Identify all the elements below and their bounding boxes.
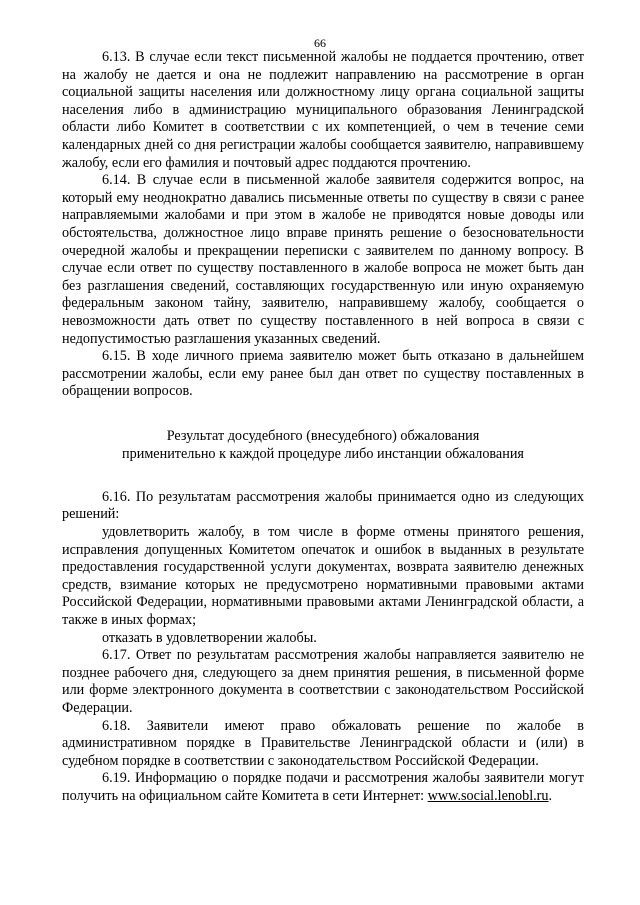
section-heading	[62, 427, 584, 463]
paragraph-6-17: 6.17. Ответ по результатам рассмотрения жалобы направляется заявителю не позднее рабочего дня, следующего за днем принятия решения, в письменной форме или форме электронного документа в соответствии с законодательством Российской Федерации.	[62, 647, 584, 716]
website-link[interactable]: www.social.lenobl.ru	[427, 787, 549, 804]
paragraph-6-16-option-satisfy: удовлетворить жалобу, в том числе в форме отмены принятого решения, исправления допущенных Комитетом опечаток и ошибок в выданных в результате предоставления государственной услуги документах, возврата заявителю денежных средств, взимание которых не предусмотрено нормативными правовыми актами Российской Федерации, нормативными правовыми актами Ленинградской области, а также в иных формах;	[62, 524, 584, 629]
paragraph-6-18: 6.18. Заявители имеют право обжаловать решение по жалобе в административном порядке в Правительстве Ленинградской области и (или) в судебном порядке в соответствии с законодательством Российской Федерации.	[62, 717, 584, 769]
paragraph-6-14: 6.14. В случае если в письменной жалобе заявителя содержится вопрос, на который ему неоднократно давались письменные ответы по существу в связи с ранее направляемыми жалобами и при этом в жалобе не приводятся новые доводы или обстоятельства, должностное лицо вправе принять решение о безосновательности очередной жалобы и прекращении переписки с заявителем по данному вопросу. В случае если ответ по существу поставленного в жалобе вопроса не может быть дан без разглашения сведений, составляющих государственную или иную охраняемую федеральным законом тайну, заявителю, направившему жалобу, сообщается о невозможности дать ответ по существу поставленного в ней вопроса в связи с недопустимостью разглашения указанных сведений.	[62, 172, 584, 347]
paragraph-6-13: 6.13. В случае если текст письменной жалобы не поддается прочтению, ответ на жалобу не дается и она не подлежит направлению на рассмотрение в орган социальной защиты населения или должностному лицу органа социальной защиты населения либо в администрацию муниципального образования Ленинградской области либо Комитет в соответствии с их компетенцией, о чем в течение семи календарных дней со дня регистрации жалобы сообщается заявителю, направившему жалобу, если его фамилия и почтовый адрес поддаются прочтению.	[62, 49, 584, 171]
paragraph-6-19-tail: .	[548, 787, 553, 804]
document-body	[62, 49, 584, 806]
paragraph-6-15: 6.15. В ходе личного приема заявителю может быть отказано в дальнейшем рассмотрении жалобы, если ему ранее был дан ответ по существу поставленных в обращении вопросов.	[62, 348, 584, 400]
paragraph-6-16-option-refuse: отказать в удовлетворении жалобы.	[102, 629, 317, 646]
section-heading-line-1: Результат досудебного (внесудебного) обжалования	[166, 427, 480, 444]
paragraph-6-16: 6.16. По результатам рассмотрения жалобы принимается одно из следующих решений:	[62, 488, 584, 523]
paragraph-6-19-text: 6.19. Информацию о порядке подачи и рассмотрения жалобы заявители могут получить на официальном сайте Комитета в сети Интернет:	[62, 770, 584, 804]
section-heading-line-2: применительно к каждой процедуре либо инстанции обжалования	[122, 445, 524, 462]
paragraph-6-19	[62, 770, 584, 805]
page-number: 66	[314, 36, 326, 50]
